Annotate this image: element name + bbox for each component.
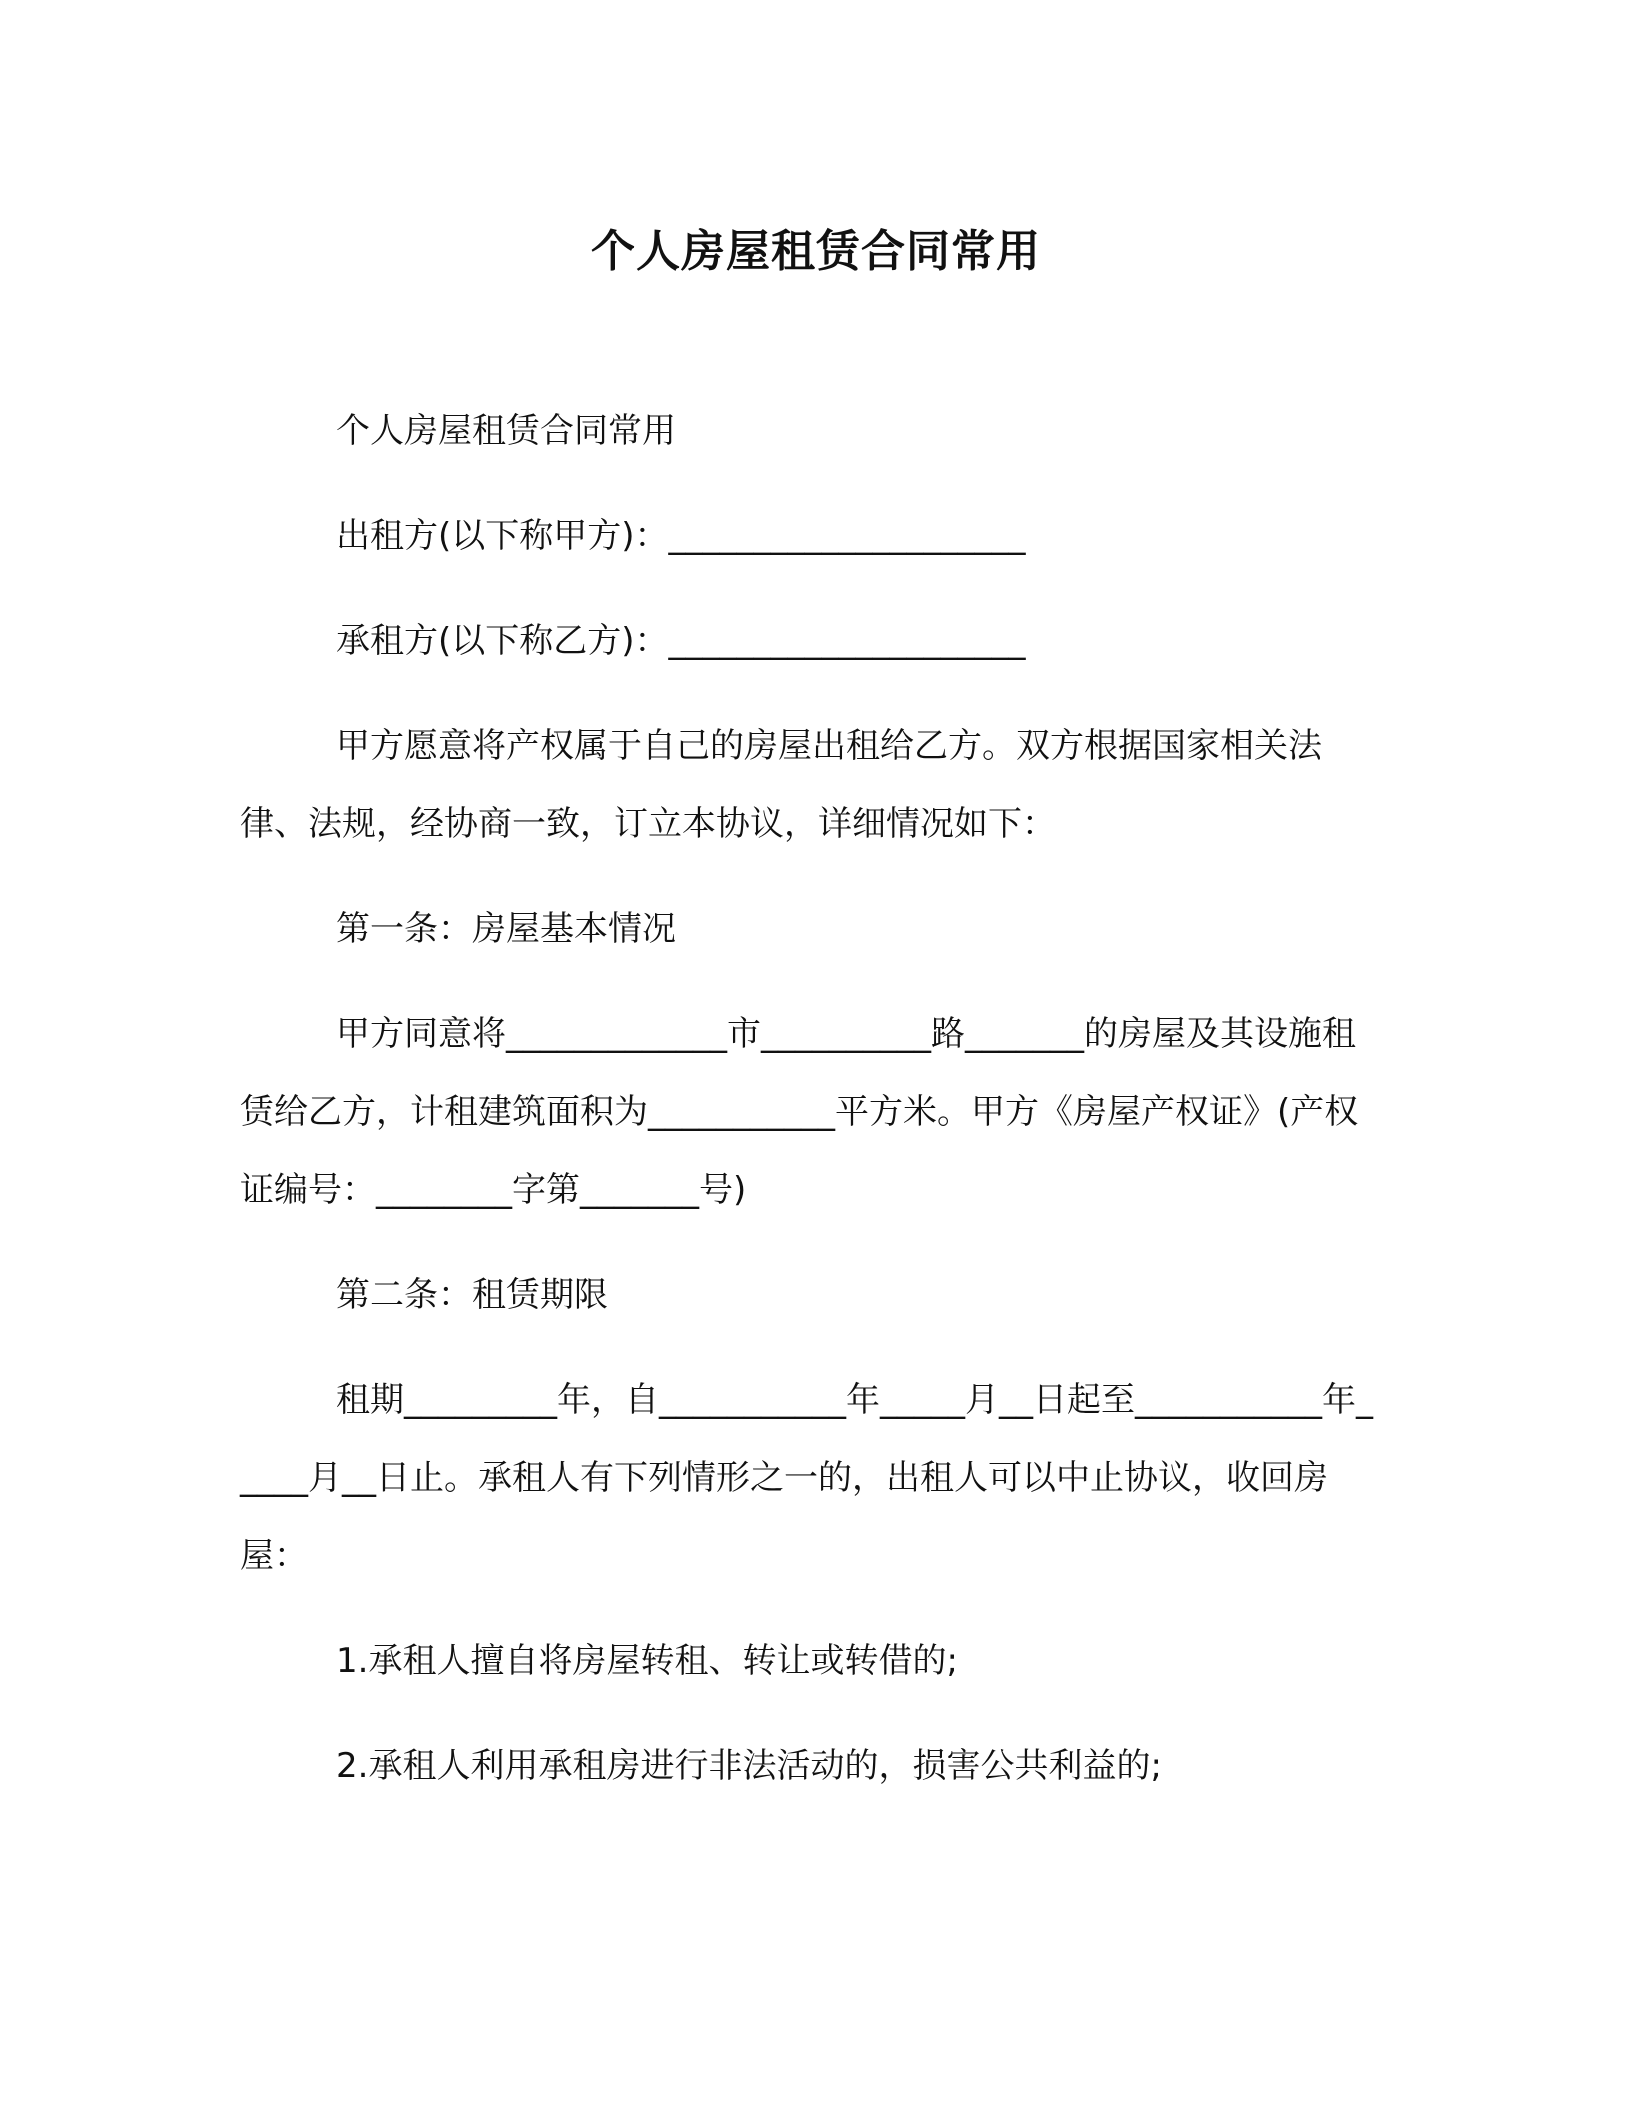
list-item-1: 1.承租人擅自将房屋转租、转让或转借的; [336, 1641, 958, 1681]
paragraph-intro: 甲方愿意将产权属于自己的房屋出租给乙方。双方根据国家相关法律、法规，经协商一致，订立本协议，详细情况如下： [240, 726, 1322, 844]
list-item-2: 2.承租人利用承租房进行非法活动的，损害公共利益的; [336, 1746, 1162, 1786]
document-title: 个人房屋租赁合同常用 [591, 226, 1041, 277]
article-1-content: 甲方同意将_____________市__________路_______的房屋及其设施租赁给乙方，计租建筑面积为___________平方米。甲方《房屋产权证》(产权证编号：________字第_______号) [240, 1014, 1359, 1210]
document-body [240, 392, 1380, 1832]
paragraph-heading: 个人房屋租赁合同常用 [336, 411, 676, 451]
paragraph-lessee: 承租方(以下称乙方)：_____________________ [336, 621, 1026, 661]
paragraph-lessor: 出租方(以下称甲方)：_____________________ [336, 516, 1026, 556]
article-2-heading: 第二条：租赁期限 [336, 1275, 608, 1315]
article-2-content: 租期_________年，自___________年_____月__日起至___________年_____月__日止。承租人有下列情形之一的，出租人可以中止协议，收回房屋： [240, 1380, 1373, 1576]
article-1-heading: 第一条：房屋基本情况 [336, 909, 676, 949]
